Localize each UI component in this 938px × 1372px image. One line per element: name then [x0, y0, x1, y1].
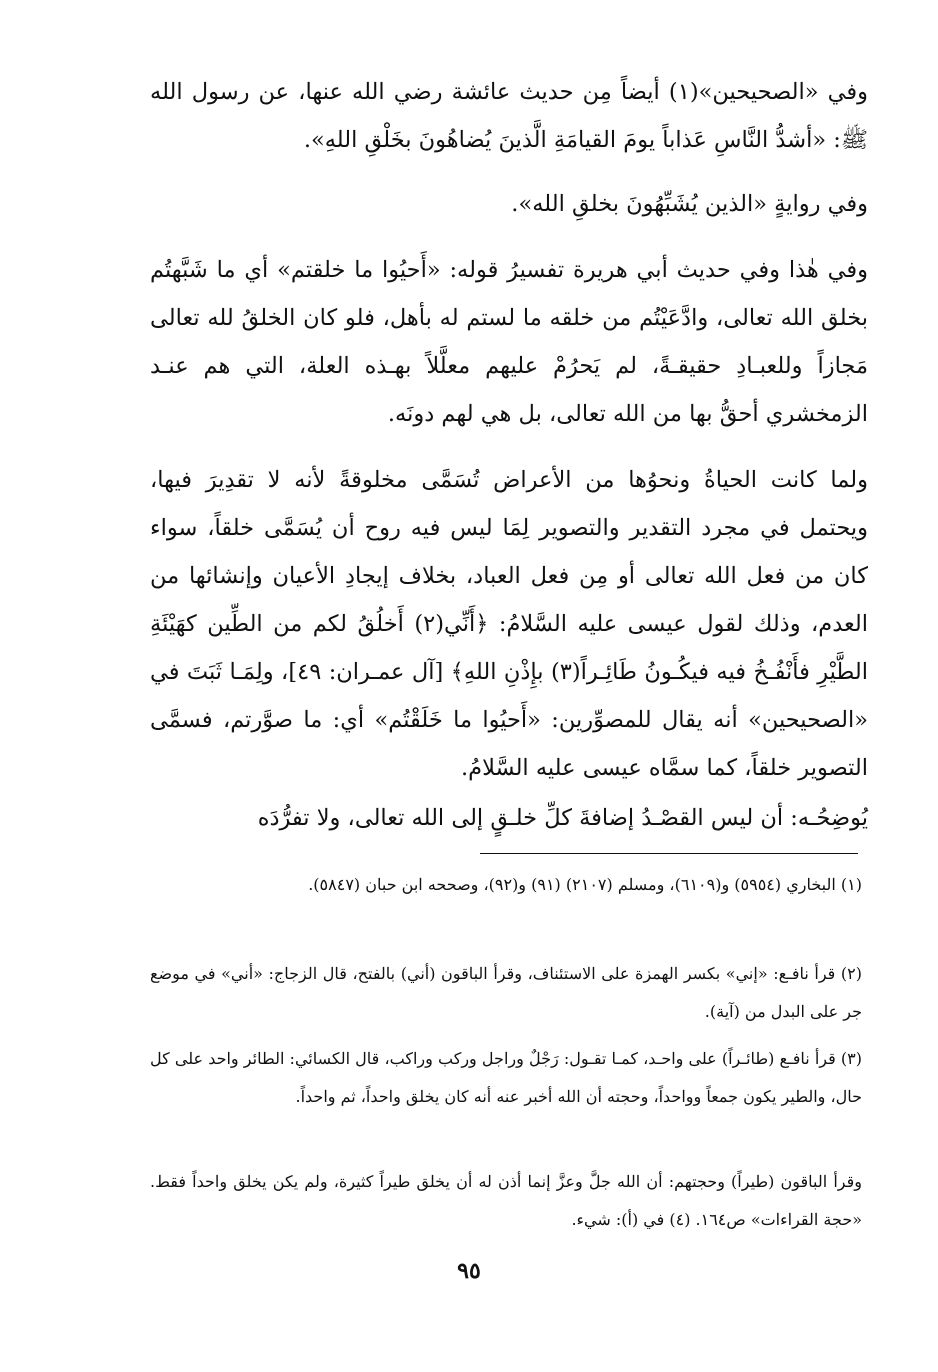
footnote-separator	[480, 853, 858, 854]
main-paragraph-1: وفي «الصحيحين»(١) أيضاً مِن حديث عائشة رضي الله عنها، عن رسول الله ﷺ: «أشدُّ النَّاسِ عَذاباً يومَ القيامَةِ الَّذينَ يُضاهُونَ بخَلْقِ اللهِ».	[150, 79, 868, 153]
page-number: ٩٥	[457, 1258, 481, 1284]
footnote-3-continued: وقرأ الباقون (طيراً) وحجتهم: أن الله جلَّ وعزَّ إنما أذن له أن يخلق طيراً كثيرة، ولم يكن يخلق واحداً فقط. «حجة القراءات» ص١٦٤. (٤) في (أ): شيء.	[150, 1172, 862, 1229]
footnote-3: (٣) قرأ نافـع (طائـراً) على واحـد، كمـا تقـول: رَجْلٌ وراجل وركب وراكب، قال الكسائي: الطائر واحد على كل حال، والطير يكون جمعاً وواحداً، وحجته أن الله أخبر عنه أنه كان يخلق واحداً، ثم واحداً.	[150, 1049, 862, 1106]
footnote-1: (١) البخاري (٥٩٥٤) و(٦١٠٩)، ومسلم (٢١٠٧) (٩١) و(٩٢)، وصححه ابن حبان (٥٨٤٧).	[308, 875, 862, 894]
main-paragraph-5: يُوضِحُـه: أن ليس القصْـدُ إضافةَ كلِّ خلـقٍ إلى الله تعالى، ولا تفرُّدَه	[257, 805, 868, 831]
main-paragraph-2: وفي روايةٍ «الذين يُشَبِّهُونَ بخلقِ الله».	[511, 191, 868, 217]
main-paragraph-3: وفي هٰذا وفي حديث أبي هريرة تفسيرُ قوله: «أَحيُوا ما خلقتم» أي ما شَبَّهتُم بخلق الله تعالى، وادَّعَيْتُم من خلقه ما لستم له بأهل، فلو كان الخلقُ لله تعالى مَجازاً وللعبـادِ حقيقـةً، لم يَحرُمْ عليهم معلَّلاً بهـذه العلة، التي هم عنـد الزمخشري أحقُّ بها من الله تعالى، بل هي لهم دونَه.	[150, 257, 868, 427]
main-paragraph-4: ولما كانت الحياةُ ونحوُها من الأعراض تُسَمَّى مخلوقةً لأنه لا تقدِيرَ فيها، ويحتمل في مجرد التقدير والتصوير لِمَا ليس فيه روح أن يُسَمَّى خلقاً، سواء كان من فعل الله تعالى أو مِن فعل العباد، بخلاف إيجادِ الأعيان وإنشائها من العدم، وذلك لقول عيسى عليه السَّلامُ: ﴿أَنِّي(٢) أَخلُقُ لكم من الطِّين كهَيْئَةِ الطَّيْرِ فأَنْفُـخُ فيه فيكُـونُ طَائِـراً(٣) بإِذْنِ اللهِ﴾ [آل عمـران: ٤٩]، ولِمَـا ثَبَتَ في «الصحيحين» أنه يقال للمصوِّرين: «أَحيُوا ما خَلَقْتُم» أي: ما صوَّرتم، فسمَّى التصوير خلقاً، كما سمَّاه عيسى عليه السَّلامُ.	[150, 467, 868, 781]
footnote-2: (٢) قرأ نافـع: «إني» بكسر الهمزة على الاستئناف، وقرأ الباقون (أني) بالفتح، قال الزجاج: «أني» في موضع جر على البدل من (آية).	[150, 964, 862, 1021]
